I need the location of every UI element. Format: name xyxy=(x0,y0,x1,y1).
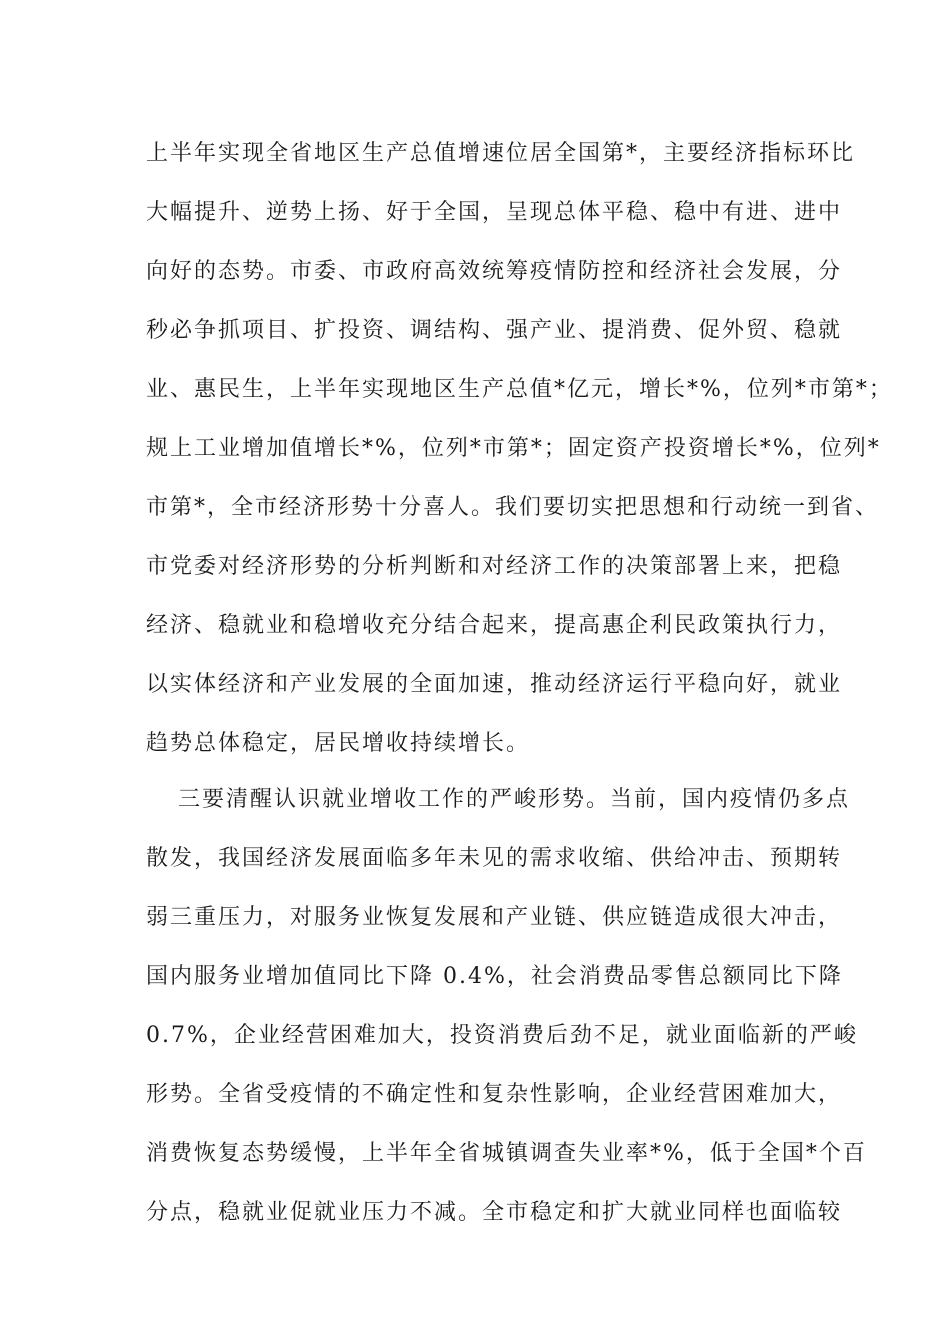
text-line: 形势。全省受疫情的不确定性和复杂性影响，企业经营困难加大， xyxy=(146,1082,843,1107)
text-line: 经济、稳就业和稳增收充分结合起来，提高惠企利民政策执行力， xyxy=(146,613,843,638)
text-line: 业、惠民生，上半年实现地区生产总值*亿元，增长*%，位列*市第*； xyxy=(146,377,893,402)
text-line: 分点，稳就业促就业压力不减。全市稳定和扩大就业同样也面临较 xyxy=(146,1200,843,1225)
text-line: 大幅提升、逆势上扬、好于全国，呈现总体平稳、稳中有进、进中 xyxy=(146,200,843,225)
text-line: 市党委对经济形势的分析判断和对经济工作的决策部署上来，把稳 xyxy=(146,554,843,579)
text-line: 消费恢复态势缓慢，上半年全省城镇调查失业率*%，低于全国*个百 xyxy=(146,1141,867,1166)
text-line: 以实体经济和产业发展的全面加速，推动经济运行平稳向好，就业 xyxy=(146,672,843,697)
text-line: 国内服务业增加值同比下降 0.4%，社会消费品零售总额同比下降 xyxy=(146,964,843,989)
text-line: 0.7%，企业经营困难加大，投资消费后劲不足，就业面临新的严峻 xyxy=(146,1023,858,1048)
text-line: 规上工业增加值增长*%，位列*市第*；固定资产投资增长*%，位列* xyxy=(146,436,881,461)
text-line: 上半年实现全省地区生产总值增速位居全国第*，主要经济指标环比 xyxy=(146,141,856,166)
text-line: 三要清醒认识就业增收工作的严峻形势。当前，国内疫情仍多点 xyxy=(178,787,851,812)
text-line: 向好的态势。市委、市政府高效统筹疫情防控和经济社会发展，分 xyxy=(146,259,843,284)
text-line: 市第*，全市经济形势十分喜人。我们要切实把思想和行动统一到省、 xyxy=(146,495,880,520)
text-line: 趋势总体稳定，居民增收持续增长。 xyxy=(146,731,531,756)
text-line: 秒必争抓项目、扩投资、调结构、强产业、提消费、促外贸、稳就 xyxy=(146,318,843,343)
text-line: 散发，我国经济发展面临多年未见的需求收缩、供给冲击、预期转 xyxy=(146,846,843,871)
text-line: 弱三重压力，对服务业恢复发展和产业链、供应链造成很大冲击， xyxy=(146,905,843,930)
